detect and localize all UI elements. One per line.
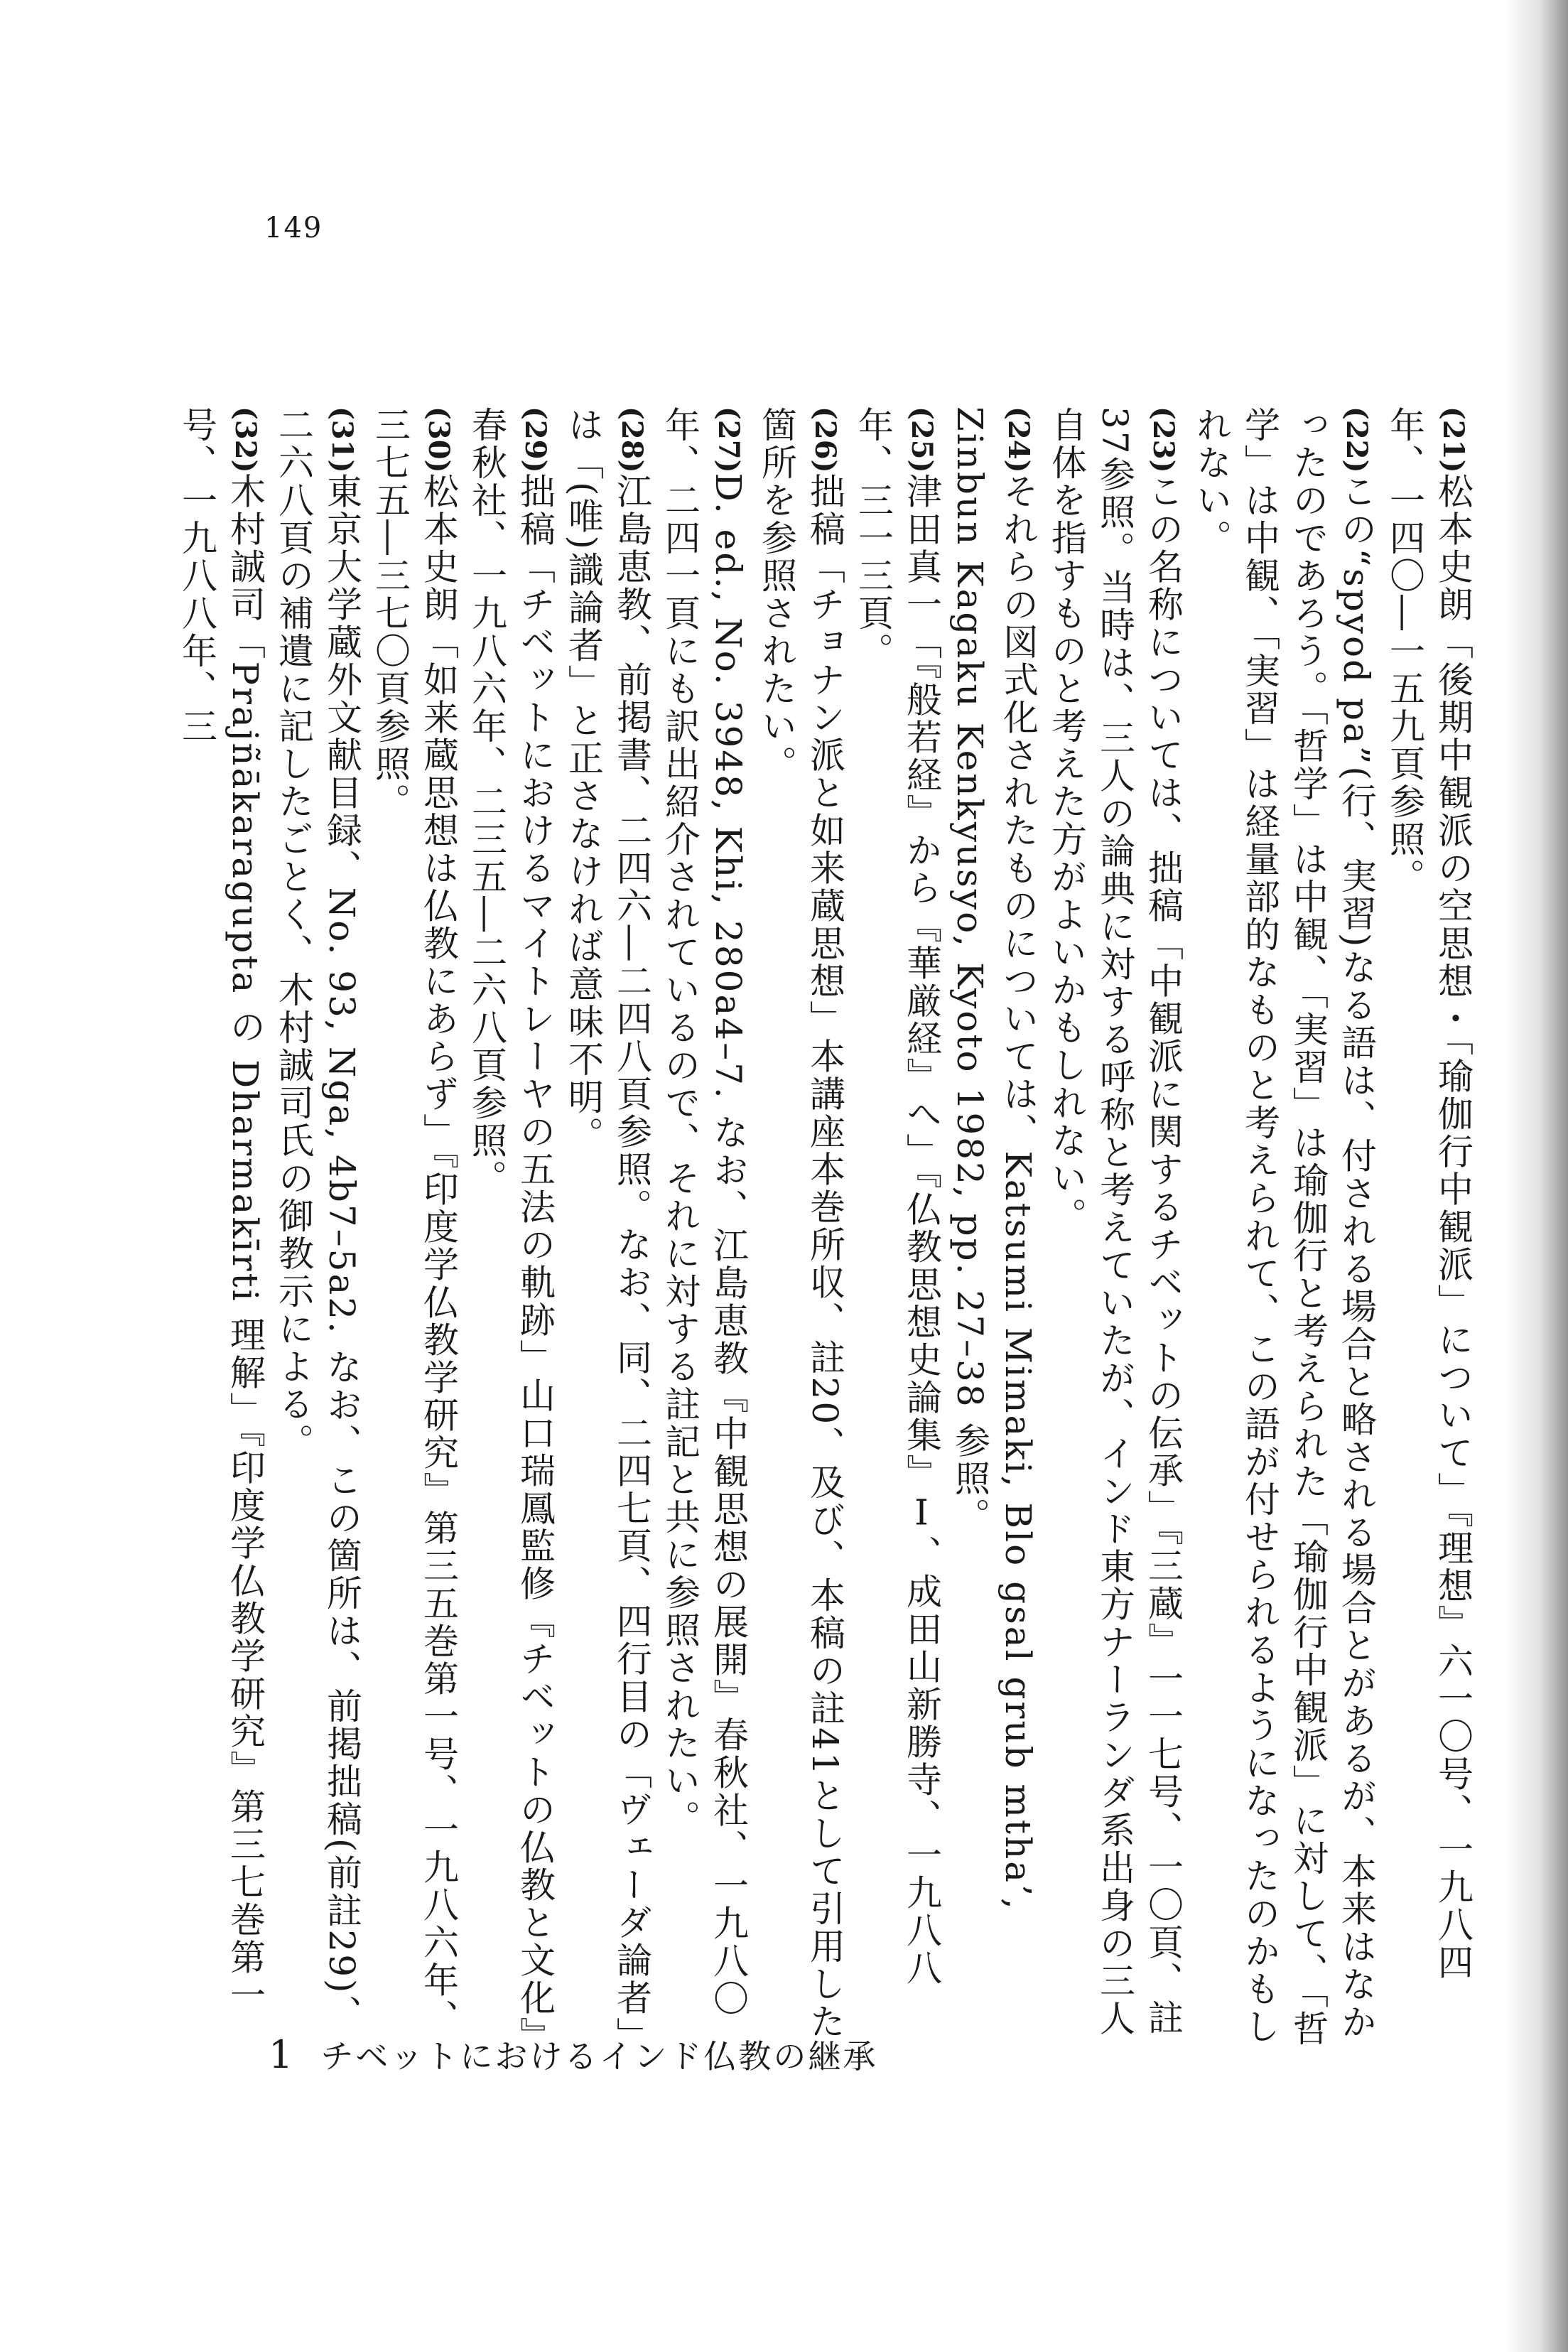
- footnote-number: (32): [229, 406, 262, 473]
- footnote-text: 拙稿「チョナン派と如来蔵思想」本講座本巻所収、註20、及び、本稿の註41として引用した箇所を参照されたい。: [756, 406, 845, 2041]
- footnote-number: (22): [1340, 406, 1373, 473]
- footnote-number: (29): [519, 406, 552, 473]
- footnote-number: (24): [1002, 406, 1035, 473]
- scan-edge-shadow: [1504, 0, 1568, 2352]
- footnote-text: 松本史朗「如来蔵思想は仏教にあらず」『印度学仏教学研究』第三五巻第一号、一九八六年、三七五―三七〇頁参照。: [369, 406, 459, 2037]
- footnote-text: 津田真一「『般若経』から『華厳経』へ」『仏教思想史論集』Ⅰ、成田山新勝寺、一九八八年、三一三頁。: [853, 406, 942, 1987]
- footnote-number: (31): [325, 406, 359, 473]
- running-head: [269, 2031, 877, 2078]
- footnote-number: (25): [905, 406, 939, 473]
- footnote-text: 江島恵教、前掲書、二四六―二四八頁参照。なお、同、二四七頁、四行目の「ヴェーダ論者」は「(唯)識論者」と正さなければ意味不明。: [563, 406, 652, 2055]
- footnote: [946, 406, 1042, 2055]
- footnote-text: この“spyod pa”(行、実習)なる語は、付される場合と略される場合とがあるが、本来はなかったのであろう。「哲学」は中観、「実習」は瑜伽行と考えられた「瑜伽行中観派」に対して、「哲学」は中観、「実習」は経量部的なものと考えられて、この語が付せられるようになったのかもしれない。: [1191, 406, 1377, 2048]
- footnote-text: 木村誠司「Prajñākaragupta の Dharmakīrti 理解」『印度学仏教学研究』第三七巻第一号、一九八八年、三: [176, 406, 266, 2014]
- footnote: [559, 406, 656, 2055]
- footnote-text: 東京大学蔵外文献目録、No. 93, Nga, 4b7–5a2. なお、この箇所は、前掲拙稿(前註29)、二六八頁の補遺に記したごとく、木村誠司氏の御教示による。: [273, 406, 362, 2033]
- footnote-number: (27): [712, 406, 745, 473]
- footnote: [656, 406, 752, 2055]
- footnote: [463, 406, 559, 2055]
- footnote: [849, 406, 946, 2055]
- footnote: [752, 406, 849, 2055]
- footnote: [269, 406, 366, 2055]
- chapter-title: チベットにおけるインド仏教の継承: [320, 2037, 878, 2076]
- footnote-text: D. ed., No. 3948, Khi, 280a4–7. なお、江島恵教『中観思想の展開』春秋社、一九八〇年、二四一頁にも訳出紹介されているので、それに対する註記と共に参照されたい。: [659, 406, 749, 2018]
- footnotes-column: [173, 406, 1477, 2055]
- footnote-number: (28): [615, 406, 649, 473]
- footnote-number: (21): [1437, 406, 1470, 473]
- footnote-number: (26): [809, 406, 842, 473]
- footnote-number: (23): [1147, 406, 1180, 473]
- footnote-number: (30): [422, 406, 455, 473]
- footnote-text: 松本史朗「後期中観派の空思想・「瑜伽行中観派」について」『理想』六一〇号、一九八四年、一四〇―一五九頁参照。: [1384, 406, 1474, 1982]
- footnote: [1187, 406, 1380, 2055]
- footnote: [366, 406, 463, 2055]
- footnote-text: この名称については、拙稿「中観派に関するチベットの伝承」『三蔵』一一七号、一〇頁、註37参照。当時は、三人の論典に対する呼称と考えていたが、インド東方ナーランダ系出身の三人自体を指すものと考えた方がよいかもしれない。: [1046, 406, 1184, 2038]
- footnote-text: 拙稿「チベットにおけるマイトレーヤの五法の軌跡」山口瑞鳳監修『チベットの仏教と文化』春秋社、一九八六年、二三五―二六八頁参照。: [466, 406, 556, 2055]
- page-number: 149: [264, 212, 323, 244]
- footnote: [1380, 406, 1477, 2055]
- chapter-number: 1: [269, 2032, 296, 2077]
- footnote: [173, 406, 269, 2055]
- footnote-text: それらの図式化されたものについては、Katsumi Mimaki, Blo gsal grub mtha’, Zinbun Kagaku Kenkyusyo, Kyoto 1982, pp. 27–38 参照。: [949, 406, 1039, 1911]
- footnote: [1042, 406, 1187, 2055]
